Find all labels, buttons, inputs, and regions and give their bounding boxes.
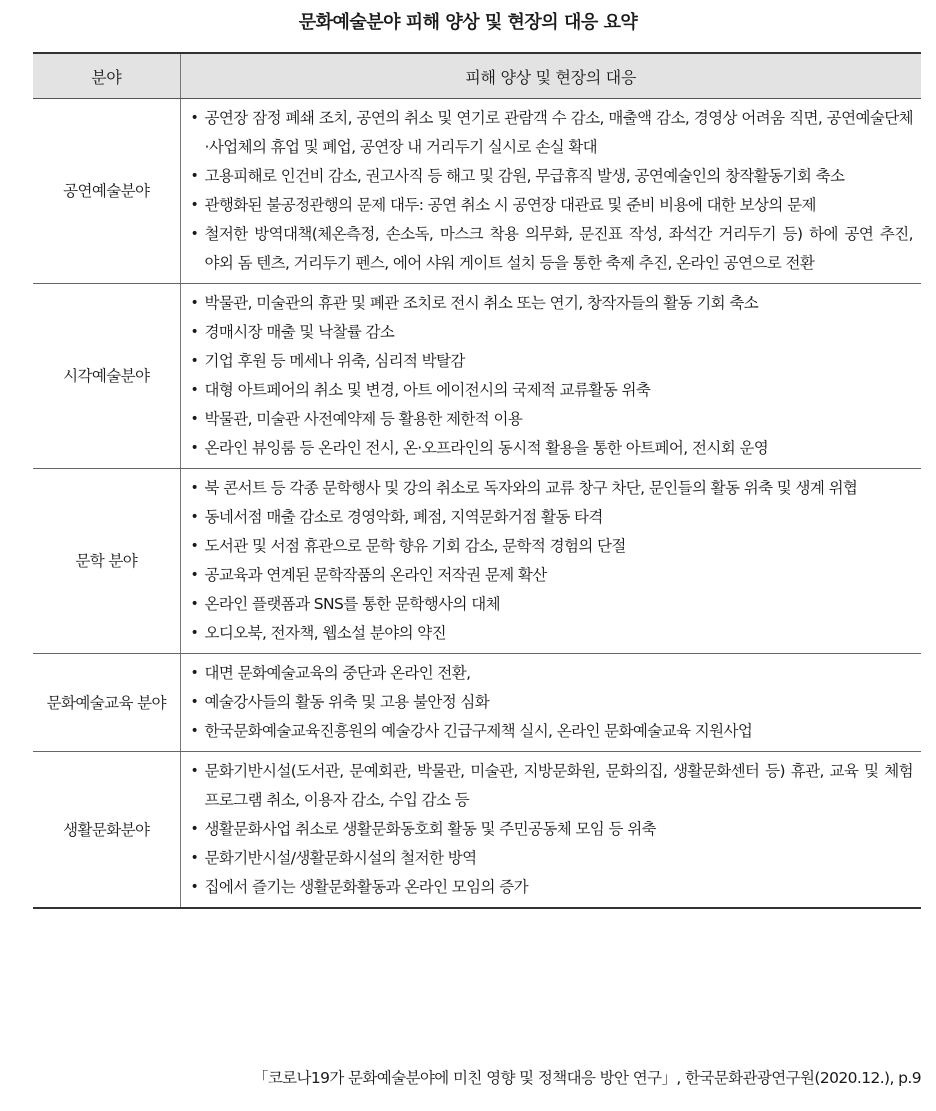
list-item: • 대형 아트페어의 취소 및 변경, 아트 에이전시의 국제적 교류활동 위축 bbox=[189, 376, 914, 405]
bullet-list bbox=[189, 289, 914, 463]
source-citation: 「코로나19가 문화예술분야에 미친 영향 및 정책대응 방안 연구」, 한국문화관광연구원(2020.12.), p.9 bbox=[252, 1069, 921, 1087]
field-name: 문화예술교육 분야 bbox=[33, 654, 180, 752]
field-name: 생활문화분야 bbox=[33, 752, 180, 909]
table-header-row bbox=[33, 53, 921, 99]
list-item: • 공연장 잠정 폐쇄 조치, 공연의 취소 및 연기로 관람객 수 감소, 매출액 감소, 경영상 어려움 직면, 공연예술단체·사업체의 휴업 및 폐업, 공연장 내 거리두기 실시로 손실 확대 bbox=[189, 104, 914, 162]
summary-table bbox=[33, 52, 921, 909]
list-item: • 도서관 및 서점 휴관으로 문학 향유 기회 감소, 문학적 경험의 단절 bbox=[189, 532, 914, 561]
field-name: 시각예술분야 bbox=[33, 284, 180, 469]
header-content: 피해 양상 및 현장의 대응 bbox=[180, 53, 921, 99]
list-item: • 온라인 플랫폼과 SNS를 통한 문학행사의 대체 bbox=[189, 590, 914, 619]
field-items-cell bbox=[180, 752, 921, 909]
list-item: • 문화기반시설/생활문화시설의 철저한 방역 bbox=[189, 844, 914, 873]
header-field: 분야 bbox=[33, 53, 180, 99]
table-body bbox=[33, 99, 921, 909]
field-name: 공연예술분야 bbox=[33, 99, 180, 284]
bullet-list bbox=[189, 757, 914, 902]
list-item: • 집에서 즐기는 생활문화활동과 온라인 모임의 증가 bbox=[189, 873, 914, 902]
list-item: • 생활문화사업 취소로 생활문화동호회 활동 및 주민공동체 모임 등 위축 bbox=[189, 815, 914, 844]
field-items-cell bbox=[180, 654, 921, 752]
list-item: • 동네서점 매출 감소로 경영악화, 폐점, 지역문화거점 활동 타격 bbox=[189, 503, 914, 532]
field-items-cell bbox=[180, 469, 921, 654]
page-title: 문화예술분야 피해 양상 및 현장의 대응 요약 bbox=[298, 12, 638, 33]
list-item: • 철저한 방역대책(체온측정, 손소독, 마스크 착용 의무화, 문진표 작성, 좌석간 거리두기 등) 하에 공연 추진, 야외 돔 텐츠, 거리두기 펜스, 에어 샤워 게이트 설치 등을 통한 축제 추진, 온라인 공연으로 전환 bbox=[189, 220, 914, 278]
table-row bbox=[33, 469, 921, 654]
bullet-list bbox=[189, 474, 914, 648]
table-row bbox=[33, 752, 921, 909]
list-item: • 온라인 뷰잉룸 등 온라인 전시, 온·오프라인의 동시적 활용을 통한 아트페어, 전시회 운영 bbox=[189, 434, 914, 463]
table-row bbox=[33, 99, 921, 284]
bullet-list bbox=[189, 659, 914, 746]
list-item: • 경매시장 매출 및 낙찰률 감소 bbox=[189, 318, 914, 347]
table-row bbox=[33, 654, 921, 752]
table-row bbox=[33, 284, 921, 469]
list-item: • 관행화된 불공정관행의 문제 대두: 공연 취소 시 공연장 대관료 및 준비 비용에 대한 보상의 문제 bbox=[189, 191, 914, 220]
list-item: • 예술강사들의 활동 위축 및 고용 불안정 심화 bbox=[189, 688, 914, 717]
list-item: • 공교육과 연계된 문학작품의 온라인 저작권 문제 확산 bbox=[189, 561, 914, 590]
list-item: • 고용피해로 인건비 감소, 권고사직 등 해고 및 감원, 무급휴직 발생, 공연예술인의 창작활동기회 축소 bbox=[189, 162, 914, 191]
list-item: • 대면 문화예술교육의 중단과 온라인 전환, bbox=[189, 659, 914, 688]
list-item: • 박물관, 미술관의 휴관 및 폐관 조치로 전시 취소 또는 연기, 창작자들의 활동 기회 축소 bbox=[189, 289, 914, 318]
field-name: 문학 분야 bbox=[33, 469, 180, 654]
list-item: • 기업 후원 등 메세나 위축, 심리적 박탈감 bbox=[189, 347, 914, 376]
field-items-cell bbox=[180, 284, 921, 469]
list-item: • 문화기반시설(도서관, 문예회관, 박물관, 미술관, 지방문화원, 문화의집, 생활문화센터 등) 휴관, 교육 및 체험 프로그램 취소, 이용자 감소, 수입 감소 등 bbox=[189, 757, 914, 815]
bullet-list bbox=[189, 104, 914, 278]
list-item: • 오디오북, 전자책, 웹소설 분야의 약진 bbox=[189, 619, 914, 648]
list-item: • 박물관, 미술관 사전예약제 등 활용한 제한적 이용 bbox=[189, 405, 914, 434]
list-item: • 북 콘서트 등 각종 문학행사 및 강의 취소로 독자와의 교류 창구 차단, 문인들의 활동 위축 및 생계 위협 bbox=[189, 474, 914, 503]
list-item: • 한국문화예술교육진흥원의 예술강사 긴급구제책 실시, 온라인 문화예술교육 지원사업 bbox=[189, 717, 914, 746]
field-items-cell bbox=[180, 99, 921, 284]
